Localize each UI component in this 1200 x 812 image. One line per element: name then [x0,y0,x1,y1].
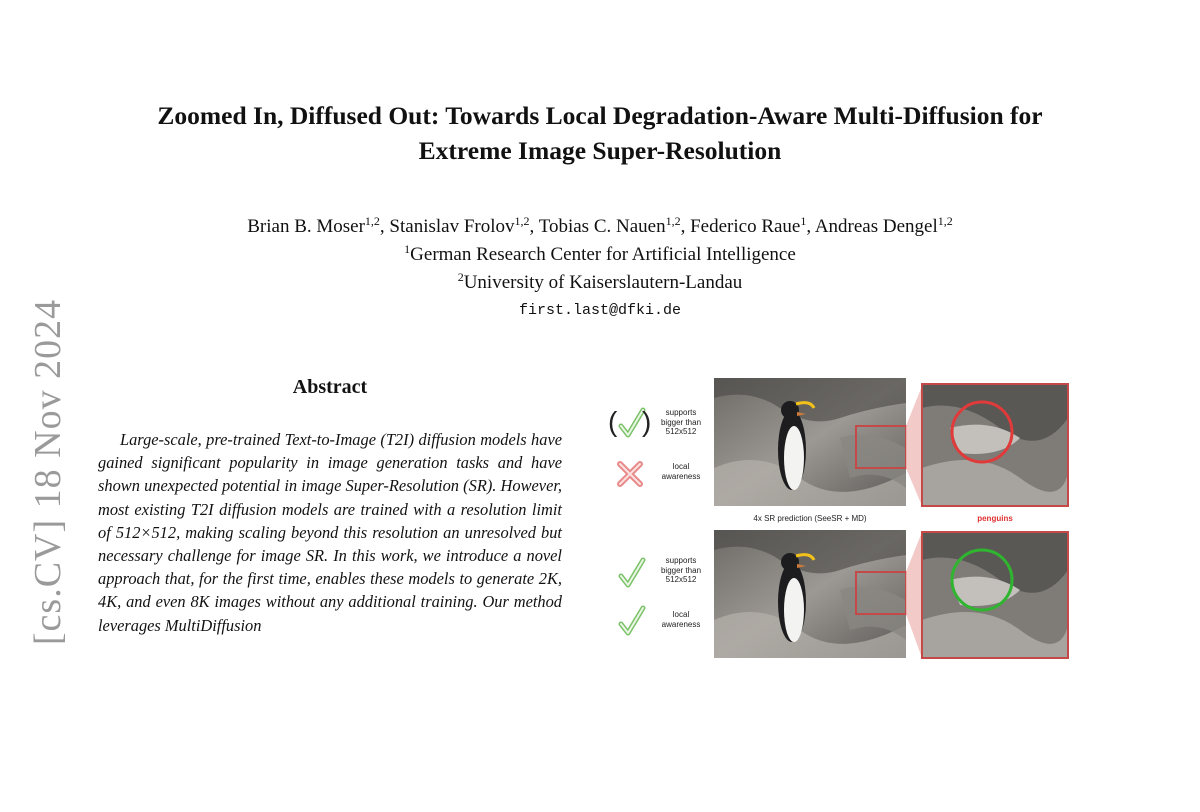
figure-row-multidiffusion [600,378,1080,523]
paper-title [60,98,1140,168]
paren-close: ) [642,406,652,437]
figure-caption-right: penguins [977,514,1013,523]
title-line-2: Extreme Image Super-Resolution [418,136,782,165]
affiliation: $^2$University of Kaiserslautern-Landau [457,270,743,293]
author-list [60,213,1140,241]
title-line-1: Zoomed In, Diffused Out: Towards Local Degradation-Aware Multi-Diffusion for [157,101,1043,130]
author: Federico Raue$^1$, [690,214,815,237]
author: Andreas Dengel$^{1,2}$ [814,214,953,237]
abstract-heading: Abstract [292,376,368,398]
support-label: supports bigger than 512x512 [660,556,702,584]
paren-open: ( [608,406,618,437]
author: Brian B. Moser$^{1,2}$, [247,214,390,237]
support-label: supports bigger than 512x512 [660,408,702,436]
email: first.last@dfki.de [518,302,682,319]
author-block [60,213,1140,325]
teaser-figure [600,372,1080,648]
affiliation: $^1$German Research Center for Artificial Intelligence [404,242,796,265]
abstract-text: Large-scale, pre-trained Text-to-Image (T2I) diffusion models have gained significant popularity in image generation tasks and have shown unexpected potential in image Super-Resolution (SR). However, most existing T2I diffusion models are trained with a resolution limit of 512×512, making scaling beyond this resolution an unresolved but necessary challenge for image SR. In this work, we introduce a novel approach that, for the first time, enables these models to generate 2K, 4K, and even 8K images without any additional training. Our method leverages MultiDiffusion [98,430,562,635]
local-awareness-label: local awareness [661,462,701,481]
arxiv-stamp: [cs.CV] 18 Nov 2024 [27,298,69,646]
figure-row-ours [600,530,1080,670]
figure-caption-left: 4x SR prediction (SeeSR + MD) [753,514,867,523]
author: Stanislav Frolov$^{1,2}$, [389,214,539,237]
author: Tobias C. Nauen$^{1,2}$, [538,214,691,237]
local-awareness-label: local awareness [661,610,701,629]
penguin-comparison-image [600,378,1080,518]
penguin-comparison-image [600,530,1080,670]
